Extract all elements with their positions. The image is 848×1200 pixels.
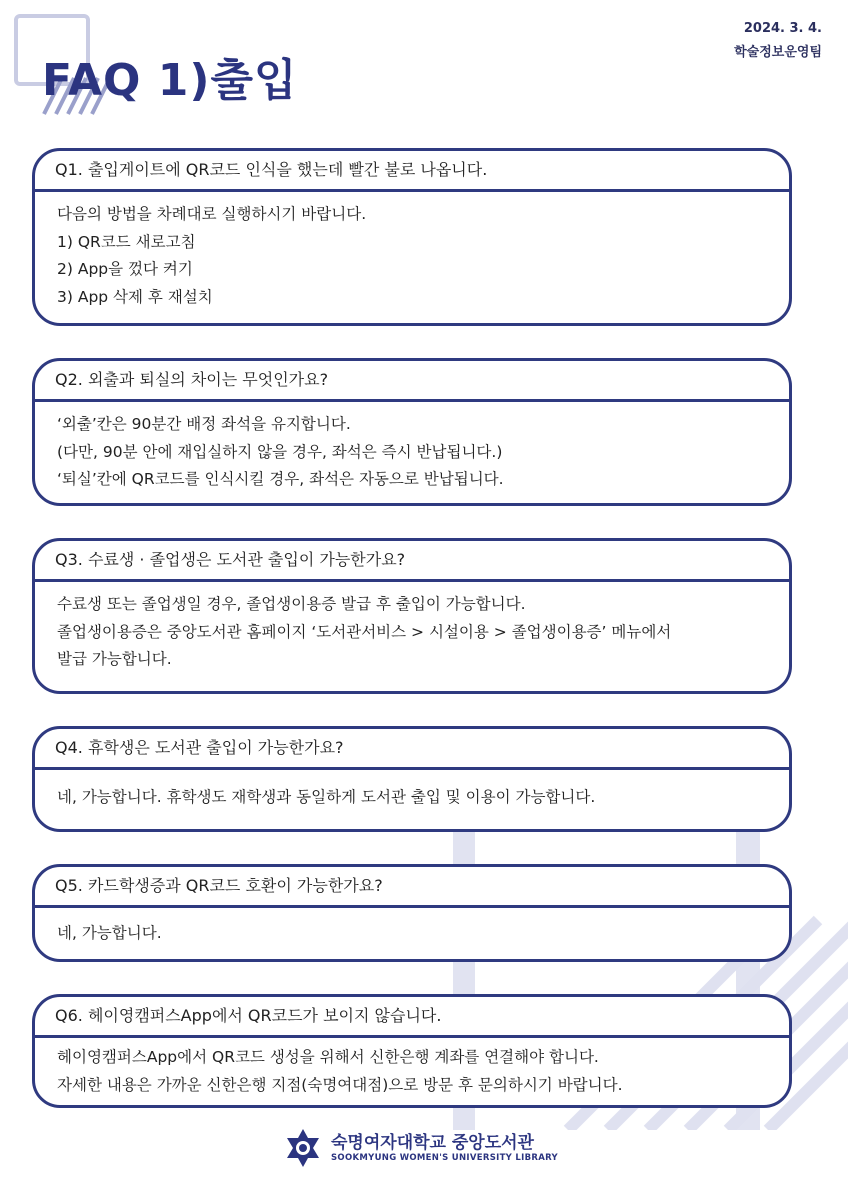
faq-question: Q5. 카드학생증과 QR코드 호환이 가능한가요? (35, 867, 789, 908)
faq-question: Q1. 출입게이트에 QR코드 인식을 했는데 빨간 불로 나옵니다. (35, 151, 789, 192)
faq-answer-line: 3) App 삭제 후 재설치 (57, 287, 213, 306)
faq-answer (35, 402, 789, 494)
faq-answer-line: 1) QR코드 새로고침 (57, 232, 196, 251)
faq-answer-line: ‘퇴실’칸에 QR코드를 인식시킬 경우, 좌석은 자동으로 반납됩니다. (57, 470, 504, 488)
faq-answer-line: 다음의 방법을 차례대로 실행하시기 바랍니다. (57, 205, 367, 223)
footer-logo (283, 1128, 558, 1168)
faq-card-q3 (32, 538, 792, 694)
faq-answer-line: 헤이영캠퍼스App에서 QR코드 생성을 위해서 신한은행 계좌를 연결해야 합니다. (57, 1048, 599, 1066)
faq-answer-line: 자세한 내용은 가까운 신한은행 지점(숙명여대점)으로 방문 후 문의하시기 바랍니다. (57, 1075, 623, 1094)
faq-answer (35, 770, 789, 812)
faq-answer-line: 수료생 또는 졸업생일 경우, 졸업생이용증 발급 후 출입이 가능합니다. (57, 595, 526, 613)
faq-answer-line: 졸업생이용증은 중앙도서관 홈페이지 ‘도서관서비스 > 시설이용 > 졸업생이용증’ 메뉴에서 (57, 622, 672, 641)
document-team: 학술정보운영팀 (734, 45, 822, 60)
footer-text (331, 1133, 558, 1164)
faq-answer (35, 908, 789, 948)
faq-question: Q4. 휴학생은 도서관 출입이 가능한가요? (35, 729, 789, 770)
faq-card-q2 (32, 358, 792, 506)
faq-answer-line: 발급 가능합니다. (57, 650, 172, 668)
university-emblem-icon (283, 1128, 323, 1168)
faq-answer-line: 네, 가능합니다. 휴학생도 재학생과 동일하게 도서관 출입 및 이용이 가능합니다. (57, 788, 596, 806)
faq-card-q5 (32, 864, 792, 962)
faq-question: Q2. 외출과 퇴실의 차이는 무엇인가요? (35, 361, 789, 402)
faq-answer (35, 582, 789, 674)
document-date: 2024. 3. 4. (743, 21, 822, 36)
faq-card-q1 (32, 148, 792, 326)
faq-answer-line: (다만, 90분 안에 재입실하지 않을 경우, 좌석은 즉시 반납됩니다.) (57, 442, 503, 461)
library-name-english: SOOKMYUNG WOMEN'S UNIVERSITY LIBRARY (331, 1152, 558, 1163)
library-name-korean: 숙명여자대학교 중앙도서관 (331, 1132, 534, 1153)
faq-answer (35, 1038, 789, 1099)
faq-answer-line: 네, 가능합니다. (57, 924, 162, 942)
document-meta (734, 17, 822, 65)
faq-card-q6 (32, 994, 792, 1108)
faq-question: Q3. 수료생 · 졸업생은 도서관 출입이 가능한가요? (35, 541, 789, 582)
faq-answer-line: 2) App을 껐다 켜기 (57, 260, 193, 278)
faq-answer (35, 192, 789, 311)
faq-question: Q6. 헤이영캠퍼스App에서 QR코드가 보이지 않습니다. (35, 997, 789, 1038)
faq-card-q4 (32, 726, 792, 832)
page-title: FAQ 1)출입 (42, 55, 298, 106)
faq-answer-line: ‘외출’칸은 90분간 배정 좌석을 유지합니다. (57, 415, 351, 433)
